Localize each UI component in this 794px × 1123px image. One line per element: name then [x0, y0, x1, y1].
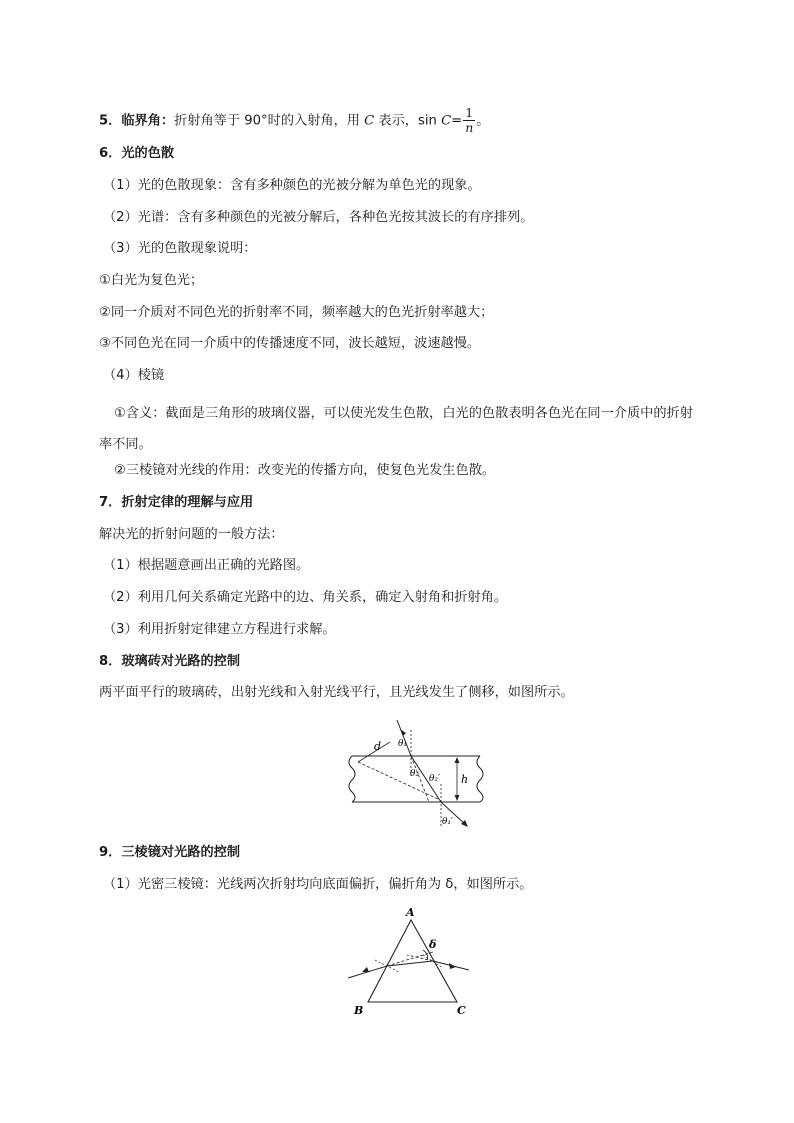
vertex-a: A [406, 906, 415, 919]
fraction-numerator: 1 [463, 106, 475, 121]
section-8-heading: 8．玻璃砖对光路的控制 [99, 654, 241, 669]
refraction-intro: 解决光的折射问题的一般方法： [99, 527, 284, 542]
label-d: d [374, 740, 382, 753]
symbol-c-formula: C [441, 113, 452, 129]
incident-ray [397, 720, 411, 756]
fraction-one-over-n [463, 106, 475, 135]
dispersion-p1: （1）光的色散现象：含有多种颜色的光被分解为单色光的现象。 [103, 178, 481, 193]
refraction-step-2: （2）利用几何关系确定光路中的边、角关系，确定入射角和折射角。 [103, 590, 508, 605]
vertex-b: B [354, 1004, 364, 1017]
prism-deviation-text: （1）光密三棱镜：光线两次折射均向底面偏折，偏折角为 δ，如图所示。 [103, 877, 533, 892]
critical-angle-title: 临界角： [121, 113, 175, 129]
section-9-heading: 9．三棱镜对光路的控制 [99, 845, 241, 860]
label-theta2: θ₂ [410, 769, 420, 779]
label-h: h [461, 773, 469, 786]
label-delta: δ [429, 938, 437, 951]
dispersion-p3a: ①白光为复色光； [99, 273, 204, 288]
prism-function: ②三棱镜对光线的作用：改变光的传播方向，使复色光发生色散。 [114, 463, 496, 478]
symbol-c: C [364, 113, 375, 129]
thickness-arrow-down [455, 795, 460, 801]
critical-angle-text2: 表示，sin [374, 113, 442, 129]
glass-brick-diagram [340, 712, 490, 832]
period: 。 [476, 113, 490, 129]
dispersion-p3b: ②同一介质对不同色光的折射率不同，频率越大的色光折射率越大； [99, 305, 494, 320]
section-7-heading: 7．折射定律的理解与应用 [99, 495, 254, 510]
prism-definition: ①含义：截面是三角形的玻璃仪器，可以使光发生色散，白光的色散表明各色光在同一介质中的折射率不同。 [99, 406, 693, 452]
refraction-step-3: （3）利用折射定律建立方程进行求解。 [103, 622, 336, 637]
vertex-c: C [457, 1004, 466, 1017]
section-number: 5． [99, 113, 122, 129]
dispersion-p3c: ③不同色光在同一介质中的传播速度不同，波长越短，波速越慢。 [99, 336, 481, 351]
dispersion-p2: （2）光谱：含有多种颜色的光被分解后，各种色光按其波长的有序排列。 [103, 210, 534, 225]
critical-angle-text: 折射角等于 90°时的入射角，用 [174, 113, 365, 129]
slab-right-break [477, 756, 483, 802]
section-6-heading: 6．光的色散 [99, 146, 175, 161]
glass-brick-text: 两平面平行的玻璃砖，出射光线和入射光线平行，且光线发生了侧移，如图所示。 [99, 685, 574, 700]
label-theta2-prime: θ₂′ [429, 774, 441, 784]
prism-diagram [345, 906, 475, 1018]
incoming-arrow [362, 967, 369, 972]
refraction-step-1: （1）根据题意画出正确的光路图。 [103, 558, 310, 573]
outgoing-extension [407, 955, 433, 961]
dispersion-p3: （3）光的色散现象说明： [103, 241, 257, 256]
incident-arrow [400, 729, 406, 736]
deviation-arc [423, 950, 428, 960]
equals-sign: = [451, 113, 463, 129]
prism-heading: （4）棱镜 [103, 368, 165, 383]
critical-angle-line [99, 106, 489, 135]
label-theta1: θ₁ [398, 739, 408, 749]
label-theta1-prime: θ₁′ [442, 817, 454, 827]
slab-left-break [349, 756, 355, 802]
fraction-denominator: n [465, 120, 474, 135]
thickness-arrow-up [455, 757, 460, 763]
prism-triangle [368, 920, 457, 1002]
